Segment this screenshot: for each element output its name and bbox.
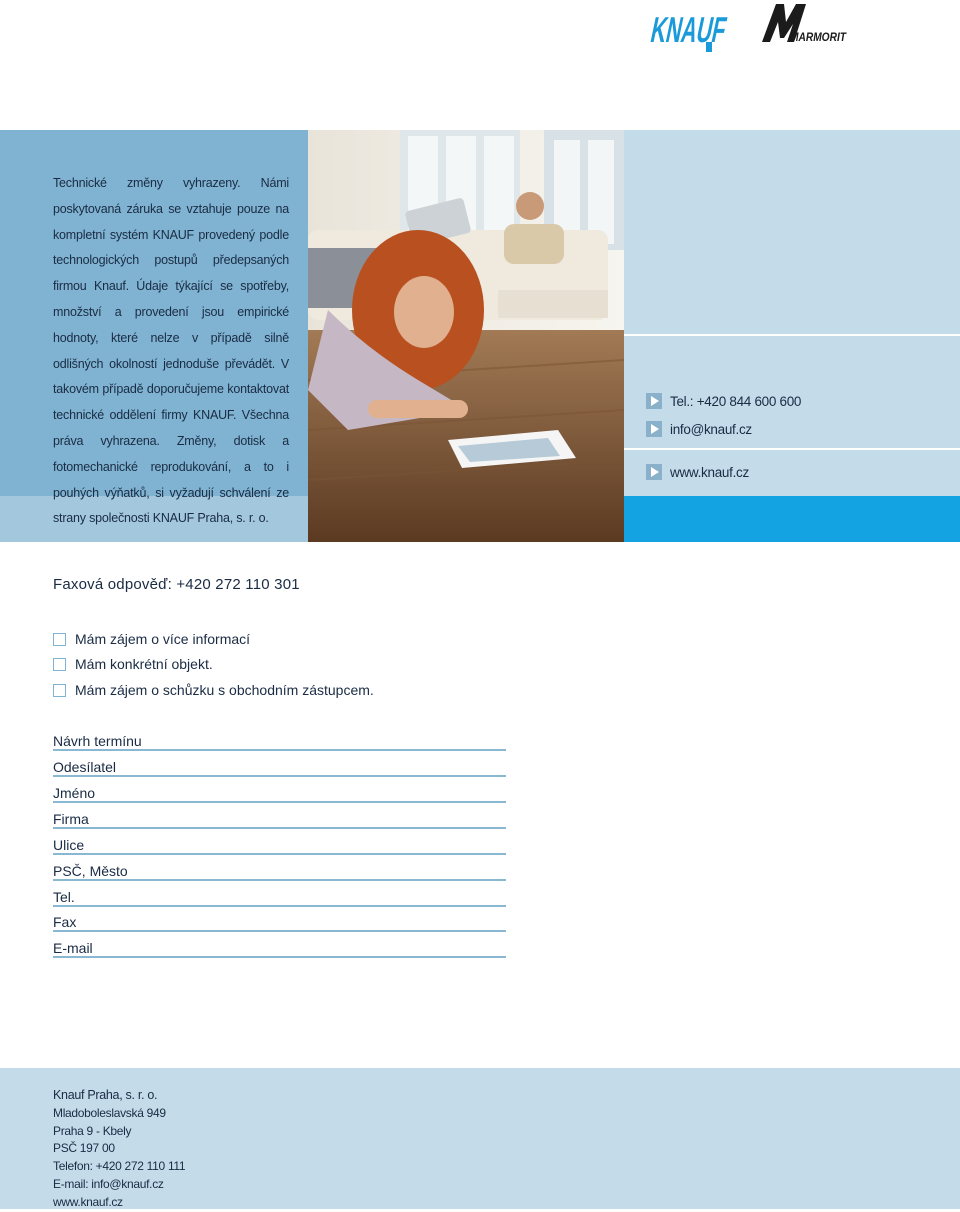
fax-reply-heading: Faxová odpověď: +420 272 110 301: [53, 576, 300, 593]
field-fax[interactable]: Fax: [53, 912, 506, 932]
svg-text:MARMORIT: MARMORIT: [790, 30, 848, 44]
footer-web[interactable]: www.knauf.cz: [53, 1194, 123, 1209]
checkbox-label: Mám zájem o více informací: [75, 631, 251, 647]
field-phone[interactable]: Tel.: [53, 887, 506, 907]
footer-city: Praha 9 - Kbely: [53, 1123, 132, 1138]
field-zip-city[interactable]: PSČ, Město: [53, 861, 506, 881]
hero-photo: [308, 130, 624, 542]
contact-web[interactable]: [646, 464, 749, 480]
accent-stripe-right: [624, 496, 960, 542]
knauf-logo: [647, 0, 782, 54]
checkbox-icon[interactable]: [53, 684, 66, 697]
contact-email[interactable]: [646, 421, 752, 437]
contact-phone: [646, 393, 801, 409]
field-company[interactable]: Firma: [53, 809, 506, 829]
marmorit-logo: [760, 2, 848, 44]
arrow-right-icon: [646, 421, 662, 437]
footer-company: Knauf Praha, s. r. o.: [53, 1088, 158, 1102]
checkbox-label: Mám zájem o schůzku s obchodním zástupcem.: [75, 682, 374, 698]
checkbox-meeting[interactable]: [53, 682, 374, 698]
checkbox-icon[interactable]: [53, 658, 66, 671]
field-sender[interactable]: Odesílatel: [53, 757, 506, 777]
arrow-right-icon: [646, 393, 662, 409]
footer-address-panel: [0, 1068, 960, 1209]
field-street[interactable]: Ulice: [53, 835, 506, 855]
contact-web-text[interactable]: www.knauf.cz: [670, 464, 749, 480]
checkbox-label: Mám konkrétní objekt.: [75, 656, 213, 672]
footer-email[interactable]: E-mail: info@knauf.cz: [53, 1176, 164, 1191]
footer-phone: Telefon: +420 272 110 111: [53, 1159, 186, 1174]
contact-panel: [624, 130, 960, 496]
contact-email-text[interactable]: info@knauf.cz: [670, 421, 752, 437]
footer-street: Mladoboleslavská 949: [53, 1105, 166, 1120]
contact-phone-text: Tel.: +420 844 600 600: [670, 393, 802, 409]
checkbox-specific-project[interactable]: [53, 656, 213, 672]
svg-text:KNAUF: KNAUF: [647, 9, 782, 50]
field-name[interactable]: Jméno: [53, 783, 506, 803]
checkbox-icon[interactable]: [53, 633, 66, 646]
field-date-proposal[interactable]: Návrh termínu: [53, 731, 506, 751]
arrow-right-icon: [646, 464, 662, 480]
footer-zip: PSČ 197 00: [53, 1141, 115, 1156]
disclaimer-text: Technické změny vyhrazeny. Námi poskytovaná záruka se vztahuje pouze na kompletní systém KNAUF provedený podle technologických postupů předepsaných firmou Knauf. Údaje týkající se spotřeby, množství a provedení jsou empirické hodnoty, které nelze v případě silně odlišných okolností jednoduše převádět. V takovém případě doporučujeme kontaktovat technické oddělení firmy KNAUF. Všechna práva vyhrazena. Změny, dotisk a fotomechanické reprodukování, a to i pouhých výňatků, si vyžadují schválení ze strany společnosti KNAUF Praha, s. r. o.: [53, 176, 289, 526]
footer-address: [53, 1087, 185, 1212]
field-email[interactable]: E-mail: [53, 938, 506, 958]
checkbox-more-info[interactable]: [53, 631, 250, 647]
